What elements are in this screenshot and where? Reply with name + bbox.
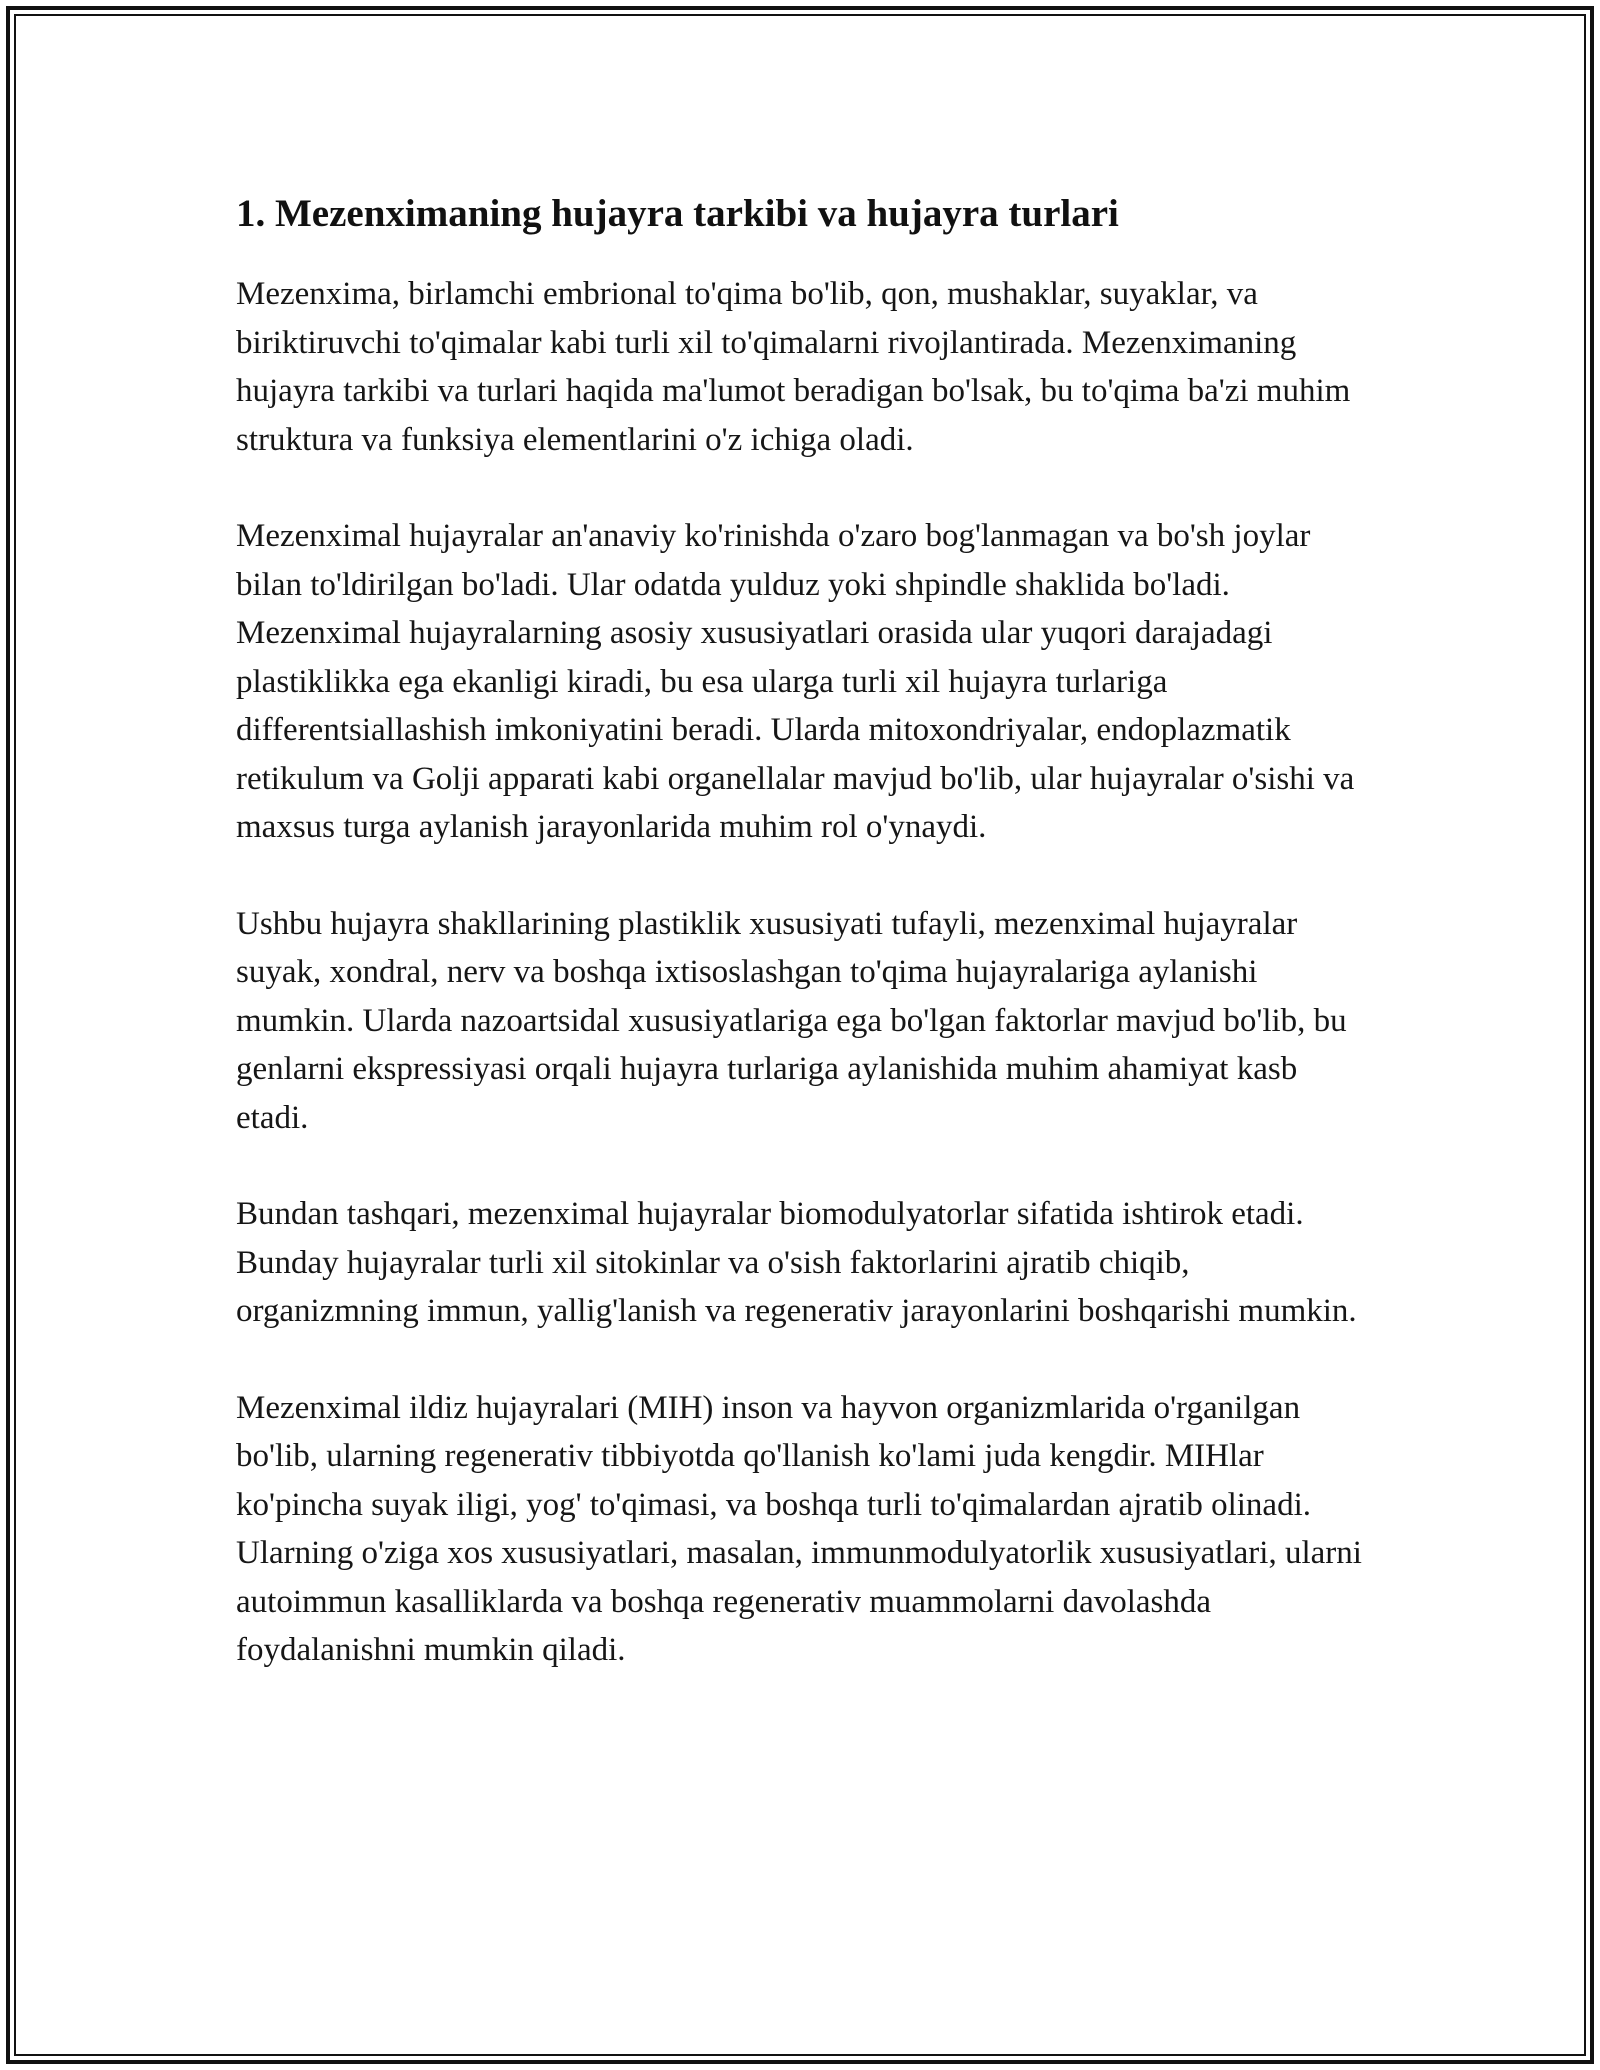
- paragraph-5: Mezenximal ildiz hujayralari (MIH) inson va hayvon organizmlarida o'rganilgan bo'lib, ularning regenerativ tibbiyotda qo'llanish ko'lami juda kengdir. MIHlar ko'pincha suyak iligi, yog' to'qimasi, va boshqa turli to'qimalardan ajratib olinadi. Ularning o'ziga xos xususiyatlari, masalan, immunmodulyatorlik xususiyatlari, ularni autoimmun kasalliklarda va boshqa regenerativ muammolarni davolashda foydalanishni mumkin qiladi.: [236, 1389, 1362, 1668]
- paragraph-4: Bundan tashqari, mezenximal hujayralar biomodulyatorlar sifatida ishtirok etadi. Bunday hujayralar turli xil sitokinlar va o'sish faktorlarini ajratib chiqib, organizmning immun, yallig'lanish va regenerativ jarayonlarini boshqarishi mumkin.: [236, 1196, 1357, 1329]
- section-heading: 1. Mezenximaning hujayra tarkibi va hujayra turlari: [236, 192, 1119, 235]
- paragraph-3: Ushbu hujayra shakllarining plastiklik xususiyati tufayli, mezenximal hujayralar suyak, xondral, nerv va boshqa ixtisoslashgan to'qima hujayralariga aylanishi mumkin. Ularda nazoartsidal xususiyatlariga ega bo'lgan faktorlar mavjud bo'lib, bu genlarni ekspressiyasi orqali hujayra turlariga aylanishida muhim ahamiyat kasb etadi.: [236, 905, 1347, 1136]
- document-body: [236, 186, 1366, 1723]
- paragraph-1: Mezenxima, birlamchi embrional to'qima bo'lib, qon, mushaklar, suyaklar, va biriktiruvchi to'qimalar kabi turli xil to'qimalarni rivojlantirada. Mezenximaning hujayra tarkibi va turlari haqida ma'lumot beradigan bo'lsak, bu to'qima ba'zi muhim struktura va funksiya elementlarini o'z ichiga oladi.: [236, 276, 1351, 458]
- paragraph-2: Mezenximal hujayralar an'anaviy ko'rinishda o'zaro bog'lanmagan va bo'sh joylar bilan to'ldirilgan bo'ladi. Ular odatda yulduz yoki shpindle shaklida bo'ladi. Mezenximal hujayralarning asosiy xususiyatlari orasida ular yuqori darajadagi plastiklikka ega ekanligi kiradi, bu esa ularga turli xil hujayra turlariga differentsiallashish imkoniyatini beradi. Ularda mitoxondriyalar, endoplazmatik retikulum va Golji apparati kabi organellalar mavjud bo'lib, ular hujayralar o'sishi va maxsus turga aylanish jarayonlarida muhim rol o'ynaydi.: [236, 518, 1355, 845]
